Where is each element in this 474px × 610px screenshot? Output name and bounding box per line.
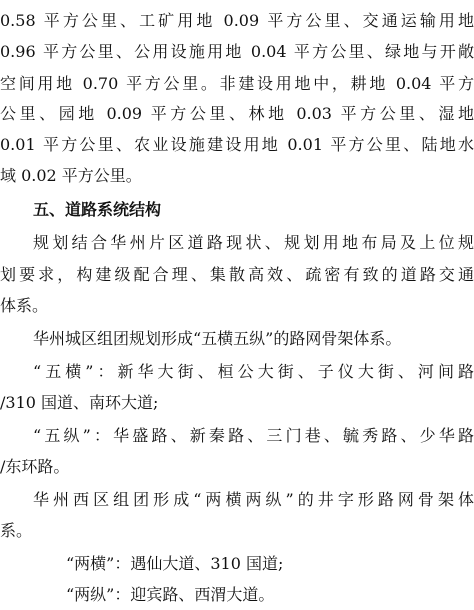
text-line: 0.96 平方公里、公用设施用地 0.04 平方公里、绿地与开敞: [0, 42, 474, 61]
text-line: 系。: [0, 521, 33, 540]
text-line: “两横”：遇仙大道、310 国道;: [66, 554, 284, 573]
text-line: 划要求，构建级配合理、集散高效、疏密有致的道路交通: [0, 265, 474, 284]
text-line: 体系。: [0, 296, 49, 315]
text-line: 0.58 平方公里、工矿用地 0.09 平方公里、交通运输用地: [0, 11, 474, 30]
text-line: /东环路。: [0, 457, 70, 476]
text-line: 规划结合华州片区道路现状、规划用地布局及上位规: [33, 233, 474, 252]
text-line: 域 0.02 平方公里。: [0, 166, 142, 185]
text-line: 华州城区组团规划形成“五横五纵”的路网骨架体系。: [33, 329, 402, 348]
text-line: “五纵”：华盛路、新秦路、三门巷、毓秀路、少华路: [33, 426, 474, 445]
text-line: 公里、园地 0.09 平方公里、林地 0.03 平方公里、湿地: [0, 104, 474, 123]
text-line: 0.01 平方公里、农业设施建设用地 0.01 平方公里、陆地水: [0, 135, 474, 154]
text-line: 华州西区组团形成“两横两纵”的井字形路网骨架体: [33, 490, 474, 509]
text-line: “五横”：新华大街、桓公大街、子仪大街、河间路: [33, 362, 474, 381]
text-line: “两纵”：迎宾路、西渭大道。: [66, 585, 275, 604]
text-line: 空间用地 0.70 平方公里。非建设用地中，耕地 0.04 平方: [0, 74, 474, 93]
text-line: /310 国道、南环大道;: [0, 393, 159, 412]
section-heading: 五、道路系统结构: [33, 200, 162, 219]
